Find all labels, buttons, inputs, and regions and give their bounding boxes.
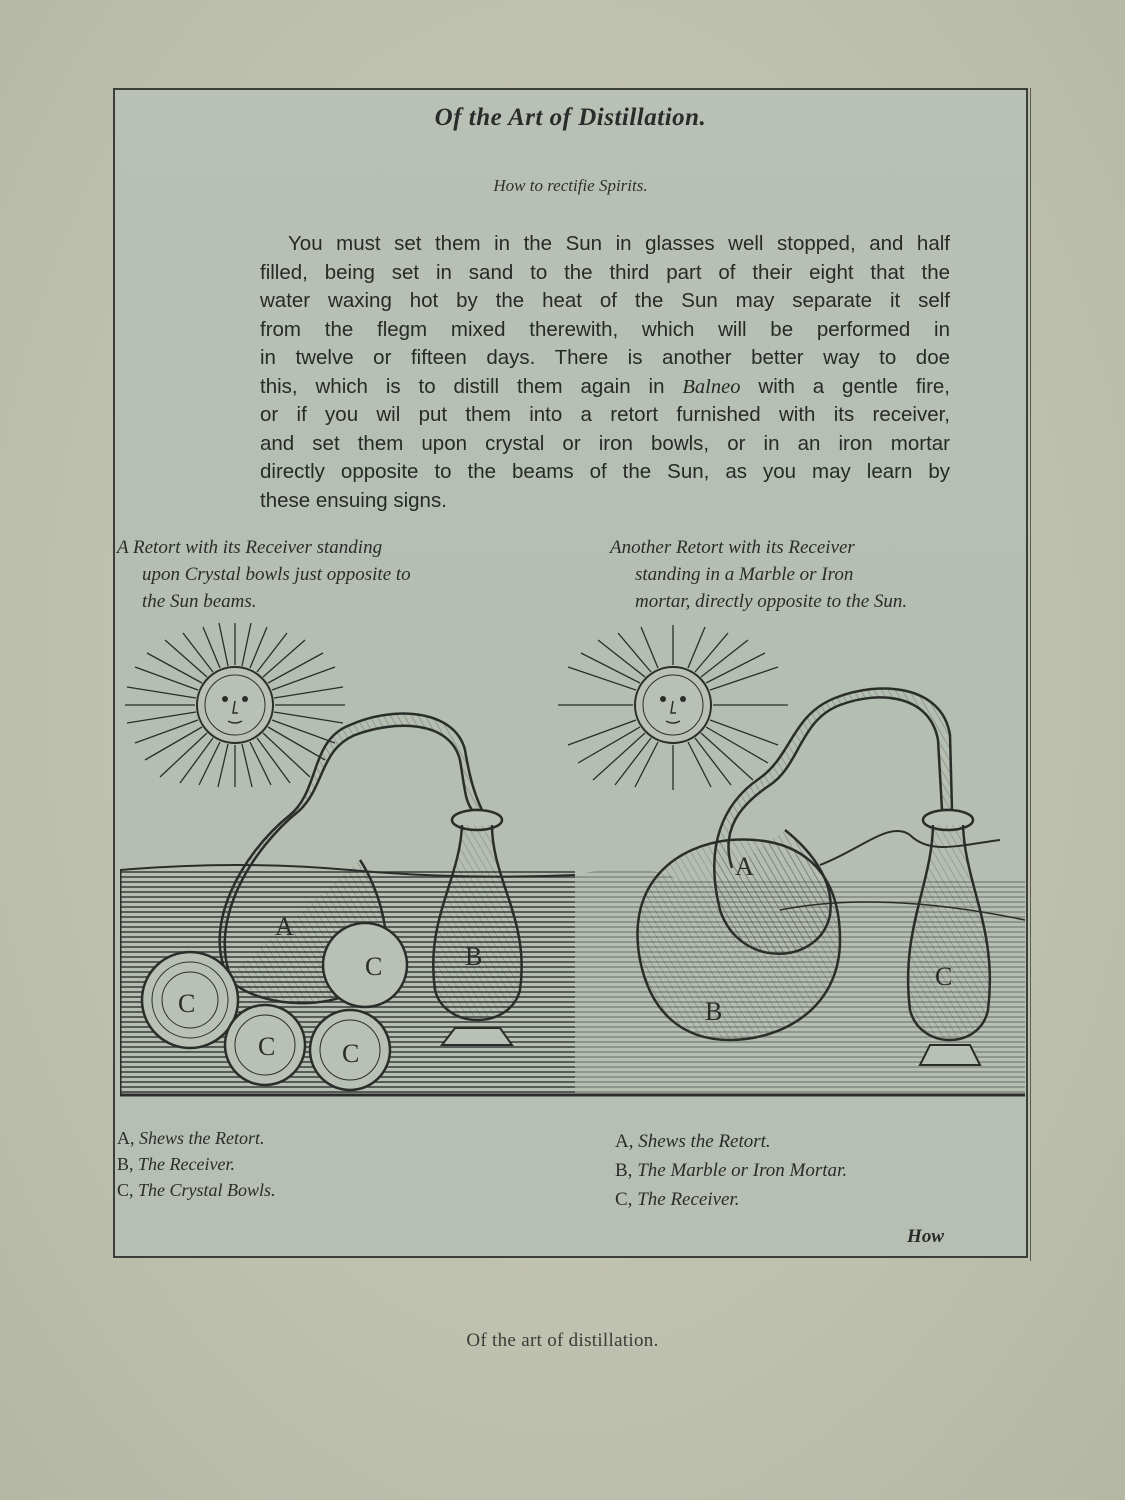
label-a: A [275, 912, 294, 941]
label-c: C [935, 962, 953, 991]
label-c: C [178, 989, 196, 1018]
label-b: B [465, 942, 483, 971]
legend-item [615, 1185, 847, 1214]
label-c: C [365, 952, 383, 981]
distillation-woodcut-illustration [120, 620, 1025, 1110]
body-paragraph [260, 230, 950, 515]
paragraph-line: from the flegm mixed therewith, which will be performed in [260, 317, 950, 341]
label-a: A [735, 852, 754, 881]
left-figure-caption [117, 534, 411, 615]
paragraph-line: and set them upon crystal or iron bowls, or in an iron mortar [260, 431, 950, 455]
legend-item [615, 1127, 847, 1156]
legend-value: The Receiver. [637, 1189, 740, 1210]
paragraph-line: or if you wil put them into a retort furnished with its receiver, [260, 403, 950, 426]
legend-key: B, [117, 1154, 134, 1174]
label-c: C [258, 1032, 276, 1061]
paragraph-line: in twelve or fifteen days. There is another better way to doe [260, 346, 950, 369]
legend-item [117, 1125, 276, 1151]
woodcut-plate [113, 88, 1028, 1258]
legend-key: B, [615, 1160, 633, 1181]
paragraph-line-balneo [260, 373, 950, 402]
label-c: C [342, 1039, 360, 1068]
legend-value: The Marble or Iron Mortar. [637, 1160, 848, 1181]
paragraph-line: directly opposite to the beams of the Sun, as you may learn by [260, 460, 950, 483]
plate-subtitle: How to rectifie Spirits. [493, 176, 648, 195]
legend-key: C, [117, 1180, 134, 1200]
paragraph-line: filled, being set in sand to the third part of their eight that the [260, 260, 950, 284]
legend-item [117, 1151, 276, 1177]
paragraph-line: You must set them in the Sun in glasses well stopped, and half [288, 232, 950, 255]
page-caption: Of the art of distillation. [466, 1330, 659, 1351]
paragraph-fragment: this, which is to distill them again in [260, 374, 665, 398]
sun-face-icon [558, 625, 788, 790]
right-figure-caption [610, 534, 907, 615]
balneo-term: Balneo [682, 375, 741, 398]
paragraph-fragment: with a gentle fire, [758, 374, 950, 398]
legend-item [615, 1156, 847, 1185]
caption-line: A Retort with its Receiver standing [117, 537, 383, 558]
paragraph-line: water waxing hot by the heat of the Sun may separate it self [260, 289, 950, 312]
legend-value: The Receiver. [138, 1154, 235, 1174]
plate-title: Of the Art of Distillation. [434, 104, 707, 131]
caption-line: Another Retort with its Receiver [610, 537, 855, 558]
legend-key: A, [117, 1128, 135, 1148]
legend-value: Shews the Retort. [139, 1128, 265, 1148]
caption-line: mortar, directly opposite to the Sun. [635, 591, 908, 612]
left-figure-legend [117, 1125, 276, 1203]
legend-item [117, 1177, 276, 1203]
right-figure-legend [615, 1127, 847, 1214]
paragraph-line: these ensuing signs. [260, 488, 447, 512]
left-receiver [433, 810, 521, 1045]
right-receiver [908, 810, 990, 1065]
legend-value: The Crystal Bowls. [138, 1180, 276, 1200]
caption-line: upon Crystal bowls just opposite to [142, 564, 411, 585]
catchword: How [907, 1226, 944, 1247]
legend-key: A, [615, 1131, 634, 1152]
caption-line: the Sun beams. [142, 591, 257, 612]
legend-value: Shews the Retort. [638, 1131, 771, 1152]
label-b: B [705, 997, 723, 1026]
sun-face-icon [125, 623, 345, 787]
legend-key: C, [615, 1189, 633, 1210]
caption-line: standing in a Marble or Iron [635, 564, 854, 585]
